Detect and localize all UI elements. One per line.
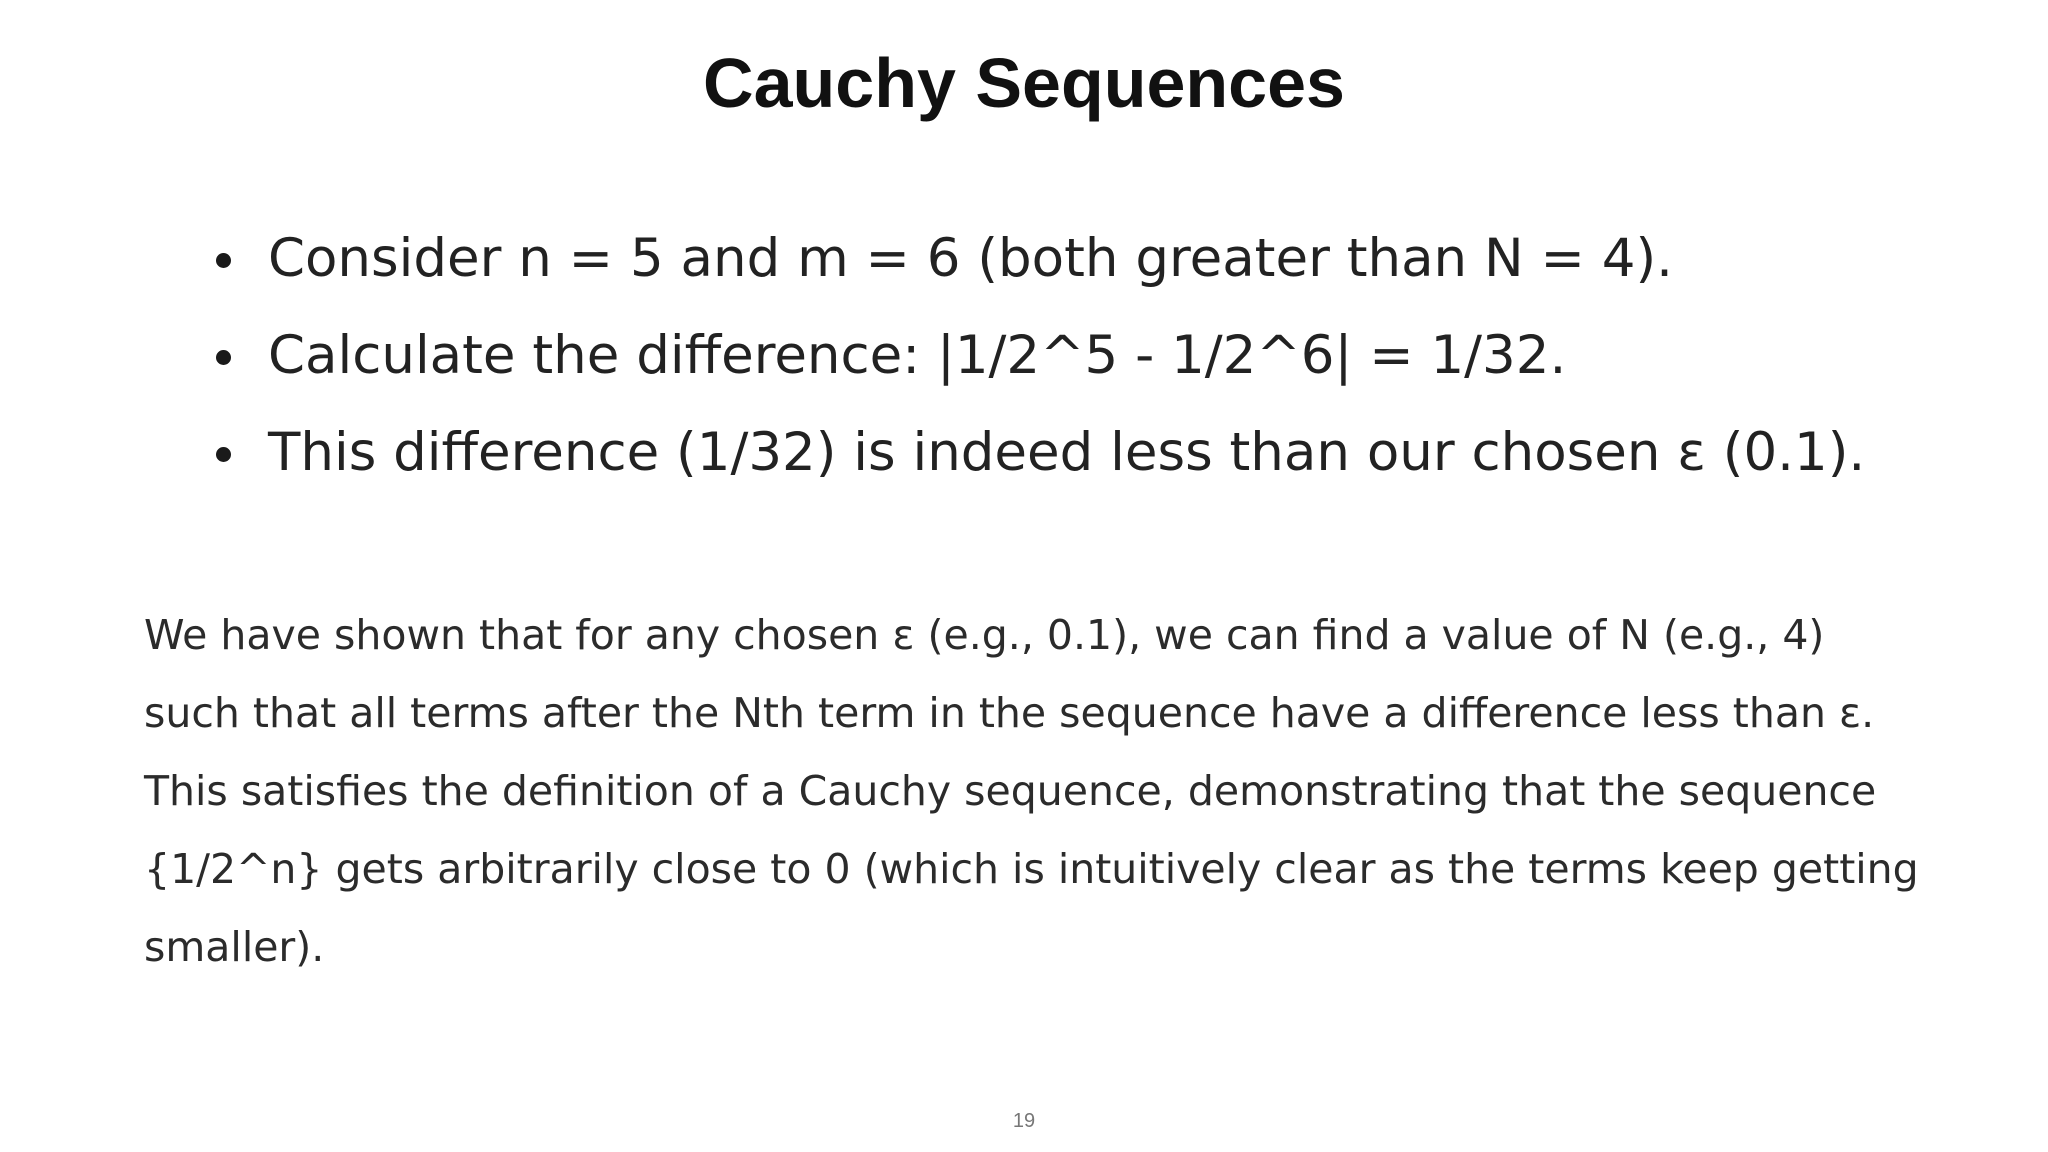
bullet-text: Calculate the difference: |1/2^5 - 1/2^6| = 1/32. <box>268 325 1567 386</box>
page-number: 19 <box>1012 1110 1036 1132</box>
bullet-dot-icon <box>216 350 231 365</box>
bullet-item <box>212 218 1912 315</box>
bullet-list <box>212 218 1912 509</box>
summary-paragraph: We have shown that for any chosen ε (e.g., 0.1), we can find a value of N (e.g., 4) such that all terms after the Nth term in the sequence have a difference less than ε. This satisfies the definition of a Cauchy sequence, demonstrating that the sequence {1/2^n} gets arbitrarily close to 0 (which is intuitively clear as the terms keep getting smaller). <box>144 611 1919 971</box>
slide-title: Cauchy Sequences <box>703 44 1345 122</box>
bullet-text: This difference (1/32) is indeed less than our chosen ε (0.1). <box>268 422 1866 483</box>
bullet-dot-icon <box>216 447 231 462</box>
bullet-dot-icon <box>216 253 231 268</box>
bullet-item <box>212 412 1912 509</box>
bullet-text: Consider n = 5 and m = 6 (both greater than N = 4). <box>268 228 1673 289</box>
bullet-item <box>212 315 1912 412</box>
